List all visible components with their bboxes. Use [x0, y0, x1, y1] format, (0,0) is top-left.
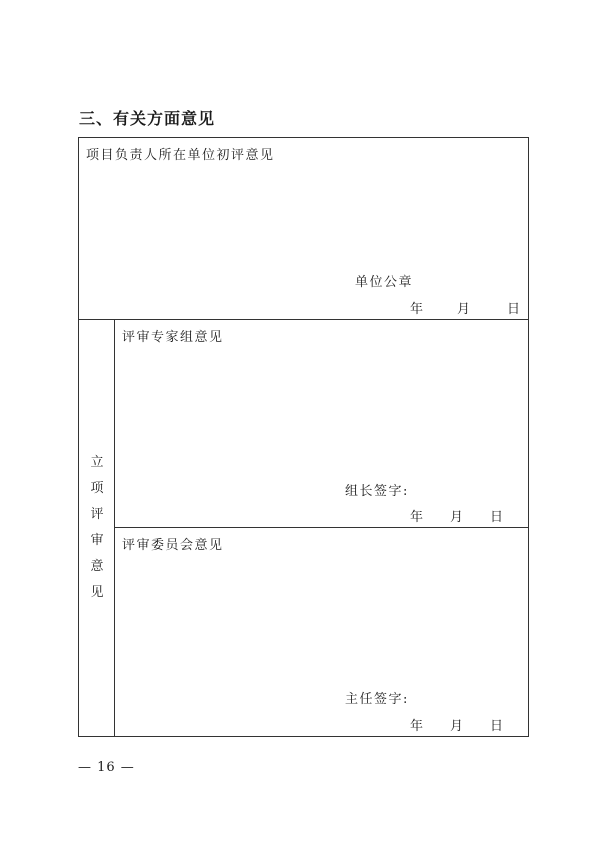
vertical-char: 立	[90, 455, 104, 470]
project-review-row	[79, 320, 528, 736]
date-day: 日	[490, 719, 504, 734]
group-leader-sign-label: 组长签字:	[345, 484, 409, 499]
vertical-char: 项	[90, 481, 104, 496]
expert-group-opinion-cell	[115, 320, 528, 528]
vertical-char: 评	[90, 507, 104, 522]
date-day: 日	[490, 510, 504, 525]
project-review-label-cell	[79, 320, 115, 736]
director-sign-label: 主任签字:	[345, 692, 409, 707]
date-year: 年	[410, 719, 424, 734]
date-year: 年	[410, 302, 424, 317]
project-review-vertical-label	[79, 450, 115, 606]
date-month: 月	[457, 302, 471, 317]
committee-heading: 评审委员会意见	[122, 538, 224, 553]
vertical-char: 审	[90, 533, 104, 548]
date-month: 月	[450, 719, 464, 734]
opinion-form-table	[78, 137, 529, 737]
unit-seal-label: 单位公章	[355, 275, 414, 290]
section-title: 三、有关方面意见	[79, 109, 216, 128]
date-year: 年	[410, 510, 424, 525]
expert-group-heading: 评审专家组意见	[122, 330, 224, 345]
unit-opinion-cell	[79, 138, 528, 320]
date-day: 日	[507, 302, 521, 317]
page-number: — 16 —	[78, 760, 135, 775]
unit-opinion-heading: 项目负责人所在单位初评意见	[86, 148, 275, 163]
committee-opinion-cell	[115, 528, 528, 736]
vertical-char: 意	[90, 559, 104, 574]
vertical-char: 见	[90, 585, 104, 600]
date-month: 月	[450, 510, 464, 525]
